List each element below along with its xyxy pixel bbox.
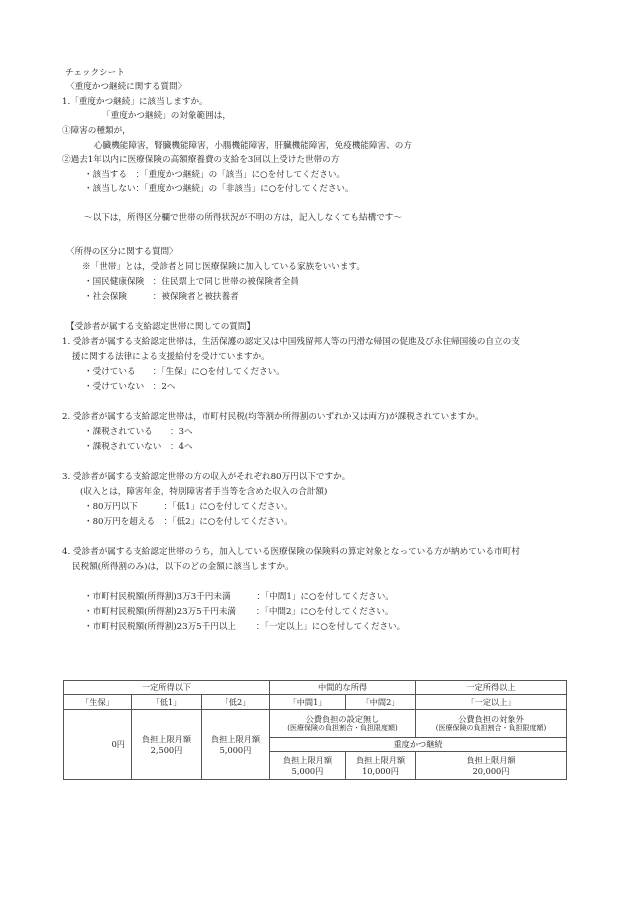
chukan2-amount: 10,000円 (362, 765, 399, 776)
group-low-income: 一定所得以下 (64, 681, 270, 695)
s3-question-4-option-1: ・市町村民税額(所得割)3万3千円未満 ：「中間1」に○を付してください。 (84, 592, 394, 602)
tei1-limit-label: 負担上限月額 (141, 734, 192, 745)
question-1-item-1: ①障害の種類が， (62, 126, 131, 136)
s3-question-4-option-2: ・市町村民税額(所得割)23万5千円未満 ：「中間2」に○を付してください。 (84, 607, 394, 617)
public-none-sub: (医療保険の負担割合・負担限度額) (287, 724, 398, 733)
tei1-amount: 2,500円 (150, 744, 183, 755)
seiho-amount: 0円 (64, 710, 132, 780)
chukan2-limit-label: 負担上限月額 (355, 755, 406, 766)
s3-question-3-note: (収入とは，障害年金，特別障害者手当等を含めた収入の合計額) (80, 487, 328, 497)
s3-question-1-option-2: ・受けていない ：2へ (84, 382, 176, 392)
section2-note: ※「世帯」とは，受診者と同じ医療保険に加入している家族をいいます。 (82, 262, 365, 272)
public-excluded-cell (416, 710, 567, 738)
question-1-scope: 「重度かつ継続」の対象範囲は， (102, 111, 231, 121)
question-1: 1.「重度かつ継続」に該当しますか。 (62, 97, 208, 107)
s3-question-2: 2. 受診者が属する支給認定世帯は，市町村民税(均等割か所得割のいずれか又は両方)が課税されていますか。 (62, 412, 484, 422)
s3-question-4-line1: 4. 受診者が属する支給認定世帯のうち，加入している医療保険の保険料の算定対象となっている方が納めている市町村 (62, 547, 520, 557)
public-none-label: 公費負担の設定無し (305, 714, 380, 724)
s3-question-4-option-3: ・市町村民税額(所得割)23万5千円以上 ：「一定以上」に○を付してください。 (84, 622, 406, 632)
chukan2-cell (346, 752, 416, 780)
public-excluded-sub: (医療保険の負担割合・負担限度額) (435, 724, 547, 733)
ittei-limit-label: 負担上限月額 (466, 755, 516, 766)
s3-question-1-line1: 1. 受診者が属する支給認定世帯は，生活保護の認定又は中国残留邦人等の円滑な帰国の促進及び永住帰国後の自立の支 (62, 337, 520, 347)
public-excluded-label: 公費負担の対象外 (458, 714, 524, 724)
s3-question-1-option-1: ・受けている ：「生保」に○を付してください。 (84, 367, 285, 377)
section3-heading: 【受診者が属する支給認定世帯に関しての質問】 (66, 322, 256, 332)
col-tei1: 「低1」 (132, 695, 202, 710)
section2-heading: 〈所得の区分に関する質問〉 (66, 247, 178, 257)
tei2-cell (202, 710, 270, 780)
ittei-amount: 20,000円 (472, 765, 510, 776)
income-category-table (63, 680, 567, 780)
question-1-option-no: ・該当しない：「重度かつ継続」の「非該当」に○を付してください。 (84, 184, 354, 194)
severe-continuous-label: 重度かつ継続 (270, 738, 567, 752)
check-sheet-title: チェックシート (65, 68, 125, 78)
col-ittei: 「一定以上」 (416, 695, 567, 710)
col-chukan2: 「中間2」 (346, 695, 416, 710)
s3-question-1-line2: 援に関する法律による支援給付を受けていますか。 (72, 352, 270, 362)
ittei-cell (416, 752, 567, 780)
chukan1-amount: 5,000円 (291, 765, 324, 776)
s3-question-2-option-2: ・課税されていない ：4へ (84, 442, 193, 452)
section1-heading: 〈重度かつ継続に関する質問〉 (66, 82, 187, 92)
s3-question-3-option-2: ・80万円を超える ：「低2」に○を付してください。 (84, 517, 293, 527)
group-middle-income: 中間的な所得 (270, 681, 416, 695)
s3-question-2-option-1: ・課税されている ：3へ (84, 427, 193, 437)
chukan1-limit-label: 負担上限月額 (282, 755, 333, 766)
col-seiho: 「生保」 (64, 695, 132, 710)
s3-question-3-option-1: ・80万円以下 ：「低1」に○を付してください。 (84, 502, 293, 512)
s3-question-3: 3. 受診者が属する支給認定世帯の方の収入がそれぞれ80万円以下ですか。 (62, 472, 351, 482)
income-note: 〜以下は，所得区分欄で世帯の所得状況が不明の方は，記入しなくても結構です〜 (84, 213, 402, 223)
question-1-item-2: ②過去1年以内に医療保険の高額療養費の支給を3回以上受けた世帯の方 (62, 155, 340, 165)
group-high-income: 一定所得以上 (416, 681, 567, 695)
public-none-cell (270, 710, 416, 738)
tei1-cell (132, 710, 202, 780)
chukan1-cell (270, 752, 346, 780)
section2-item-social: ・社会保険 ：被保険者と被扶養者 (84, 292, 239, 302)
tei2-amount: 5,000円 (219, 744, 252, 755)
col-tei2: 「低2」 (202, 695, 270, 710)
question-1-option-yes: ・該当する ：「重度かつ継続」の「該当」に○を付してください。 (84, 170, 346, 180)
tei2-limit-label: 負担上限月額 (210, 734, 261, 745)
s3-question-4-line2: 民税額(所得割のみ)は，以下のどの金額に該当しますか。 (72, 562, 294, 572)
question-1-item-1-detail: 心臓機能障害，腎臓機能障害，小腸機能障害，肝臓機能障害，免疫機能障害、の方 (94, 141, 412, 151)
section2-item-national: ・国民健康保険 ：住民票上で同じ世帯の被保険者全員 (84, 277, 299, 287)
col-chukan1: 「中間1」 (270, 695, 346, 710)
